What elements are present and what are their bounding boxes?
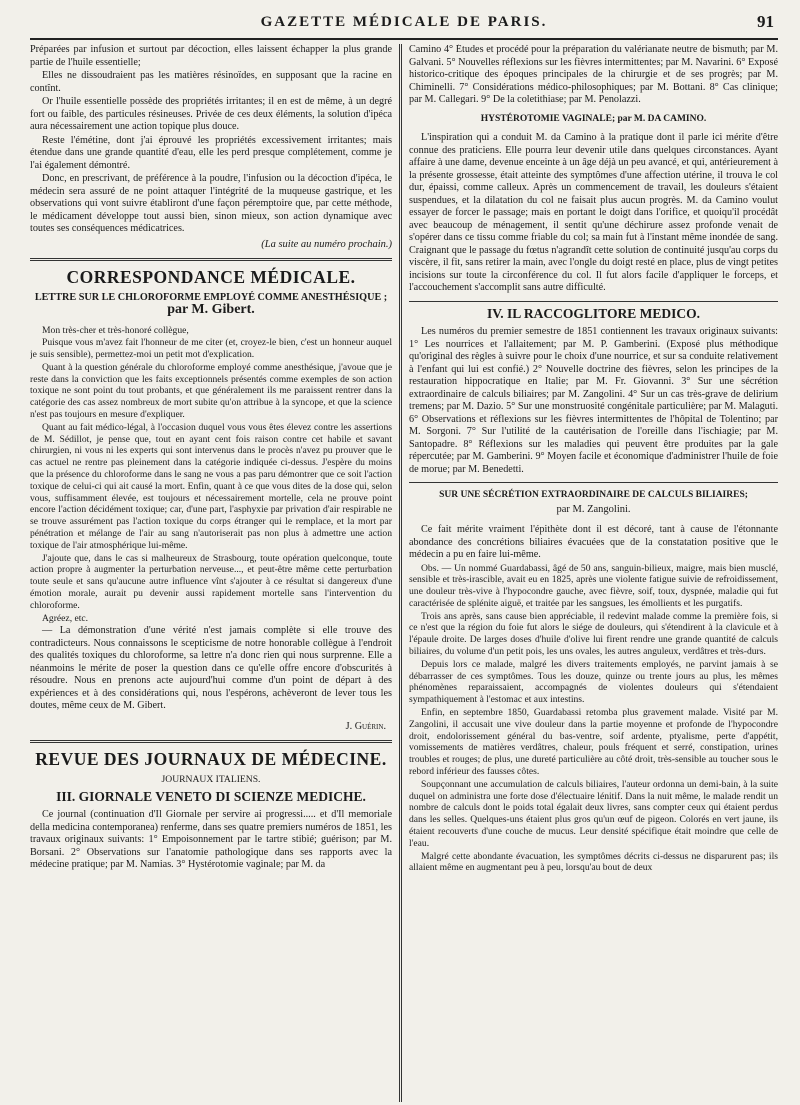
left-column <box>30 44 392 1099</box>
journal-title-raccoglitore: IV. IL RACCOGLITORE MEDICO. <box>487 305 700 321</box>
closing: Agréez, etc. <box>42 612 89 624</box>
paragraph: Quant au fait médico-légal, à l'occasion duquel vous vous êtes élevez contre les assertions de M. Sédillot, je pense que, tout en ayant cent fois raison contre cet habile et savant chirurgien, ni vous ni les experts qui sont intervenus dans le procès n'avez pu prouver que le cas actuel ne rentre pas pleinement dans la catégorie indiquée ci-dessus. J'espère du moins que la présence du chloroforme dans le sang ne vous a pas paru démontrer que ce soit l'action toxique de celui-ci qui ait causé la mort. Enfin, quant à ce que vous dites de la dose qui, selon vous, suffisamment élevée, est toujours et nécessairement mortelle, cela ne prouve point encore l'action décidément toxique; car, d'une part, l'asphyxie par privation d'air respirable ne se trouve assurément pas l'action toxique du corps étranger qui le remplace, et la mort par pénétration et mélange de l'air au sang n'autoriserait pas non plus à admettre une action toxique de l'air atmosphérique lui-même. <box>30 421 392 551</box>
right-column <box>409 44 778 1099</box>
paragraph: Préparées par infusion et surtout par décoction, elles laissent échapper la plus grande partie de l'huile essentielle; <box>30 44 392 68</box>
letter-byline: par M. Gibert. <box>167 302 255 317</box>
masthead-title: GAZETTE MÉDICALE DE PARIS. <box>260 14 548 30</box>
paragraph: Reste l'émétine, dont j'ai éprouvé les propriétés excessivement irritantes; mais étendue dans une grande quantité d'eau, elle les perd presque complétement, comme je l'ai également démontré. <box>30 134 392 171</box>
page-header <box>30 12 778 40</box>
page-number: 91 <box>757 12 774 31</box>
column-divider <box>399 44 402 1102</box>
paragraph: Puisque vous m'avez fait l'honneur de me citer (et, croyez-le bien, c'est un honneur auquel je suis sensible), permettez-moi un petit mot d'explication. <box>30 337 392 361</box>
paragraph: Or l'huile essentielle possède des propriétés irritantes; il en est de même, à un degré fort ou faible, des particules résineuses. Privée de ces deux éléments, la solution d'ipéca aura nécessairement une action topique plus douce. <box>30 96 392 132</box>
paragraph: J'ajoute que, dans le cas si malheureux de Strasbourg, toute opération quelconque, toute action propre à augmenter la perturbation nerveuse..., et peut-être même cette perturbation toute seule et sans qu'aucune autre influence vînt s'ajouter à ce résultat si dangereux d'une émotion morale, aurait pu devenir aussi rapidement mortelle sans l'intervention du chloroforme. <box>30 552 392 611</box>
salutation: Mon très-cher et très-honoré collègue, <box>42 324 189 336</box>
paragraph: Obs. — Un nommé Guardabassi, âgé de 50 ans, sanguin-bilieux, maigre, mais bien musclé, sensible et très-irascible, avait eu en 1825, après une violente fatigue suivie de refroidissement, une douleur très-vive à l'hypocondre gauche, avec fièvre, soif, toux, dyspnée, maladie qui fut caractérisée de splénite aiguë, et traitée par les sangsues, les émollients et les purgatifs. <box>409 562 778 609</box>
paragraph: — La démonstration d'une vérité n'est jamais complète si elle trouve des contradicteurs. Nous connaissons le scepticisme de notre honorable collègue à l'endroit des qualités toxiques du chloroforme, sa lettre n'a donc rien qui nous surprenne. Elle a néanmoins le mérite de poser la question dans ce qu'elle offre encore d'obscurités à résoudre. Nous en prenons acte aujourd'hui comme d'un point de départ à des expériences et à des considérations qui, nous l'espérons, achèveront de lever tous les doutes, même ceux de M. Gibert. <box>30 625 392 712</box>
signature: J. Guérin. <box>345 720 386 732</box>
section-rule <box>30 258 392 261</box>
paragraph: Quant à la question générale du chloroforme employé comme anesthésique, j'avoue que je reste dans la conviction que les faits exceptionnels présentés comme exemples de son action toxique ne sont point du tout probants, et que généralement ils me paraissent rentrer dans la catégorie des cas assez nombreux de mort subite qu'on attribue à la syncope, et que la science n'est pas toujours en mesure d'expliquer. <box>30 361 392 421</box>
section-title-correspondance: CORRESPONDANCE MÉDICALE. <box>66 267 356 287</box>
paragraph: L'inspiration qui a conduit M. da Camino à la pratique dont il parle ici mérite d'être connue des praticiens. Elle pourra leur devenir utile dans quelques circonstances. Ayant affaire à une dame, devenue enceinte à un âge déjà un peu avancé, et qui, antérieurement à la présente grossesse, était atteinte des symptômes d'une affection utérine, il trouva le col dur, épaissi, comme calleux. Après un commencement de travail, les douleurs s'étaient suspendues, et la dilatation du col ne faisait plus aucun progrès. M. da Camino voulut essayer de forcer le passage; mais en portant le doigt dans l'orifice, et quoiqu'il procédât avec beaucoup de ménagement, il sentit qu'une déchirure assez profonde venait de s'opérer dans ce tissu comme friable du col; sa main fut à l'instant même inondée de sang. Craignant que le passage du fœtus n'agrandît cette solution de continuité jusqu'au corps du viscère, il fit, sans retirer la main, avec l'ongle du doigt resté en place, plus de vingt petites incisions sur toute la circonférence du col. Il fut alors facile d'appliquer le forceps, et l'accouchement s'accomplit sans autre difficulté. <box>409 132 778 293</box>
paragraph: Ce fait mérite vraiment l'épithète dont il est décoré, tant à cause de l'étonnante abondance des concrétions biliaires évacuées que de la constatation positive que le médecin a pu en faire lui-même. <box>409 524 778 560</box>
article-head-hysterotomie: HYSTÉROTOMIE VAGINALE; par M. DA CAMINO. <box>480 113 707 124</box>
article-head-secretion: SUR UNE SÉCRÉTION EXTRAORDINAIRE DE CALCULS BILIAIRES; <box>439 490 748 500</box>
paragraph: Donc, en prescrivant, de préférence à la poudre, l'infusion ou la décoction d'ipéca, le médecin sera assuré de ne point attaquer l'intégrité de la muqueuse gastrique, et les observations qui vont suivre établiront d'une façon péremptoire que, par cette méthode, le médicament développe tout aussi bien, sinon mieux, son action dynamique avec toutes ses conséquences médicatrices. <box>30 173 392 234</box>
continued-note: (La suite au numéro prochain.) <box>261 238 392 250</box>
paragraph: Camino 4° Études et procédé pour la préparation du valérianate neutre de bismuth; par M. Galvani. 5° Nouvelles réflexions sur les fièvres intermittentes; par M. Navarini. 6° Exposé historico-critique des époques principales de la chirurgie et de ses progrès; par M. Chiminelli. 7° Considérations médico-philosophiques; par M. Bottani. 8° Cas clinique; par M. Callegari. 9° De la coletithiase; par M. Penolazzi. <box>409 44 778 105</box>
paragraph: Soupçonnant une accumulation de calculs biliaires, l'auteur ordonna un demi-bain, à la suite duquel on administra une forte dose d'électuaire lénitif. Dans la nuit même, le malade rendit un nombre de calculs dont le poids total égalait deux livres, sans compter ceux qui étaient perdus dans les selles. Quelques-uns étaient plus gros qu'un œuf de pigeon. Colorés en vert jaune, ils étaient recouverts d'une couche de mucus. Leur densité spécifique était moindre que celle de l'eau. <box>409 778 778 849</box>
paragraph: Les numéros du premier semestre de 1851 contiennent les travaux originaux suivants: 1° Les nourrices et l'allaitement; par M. P. Gamberini. (Exposé plus méthodique qu'original des règles à suivre pour le choix d'une nourrice, et sur sa conduite relativement à l'enfant qui lui est confié.) 2° Nouvelle doctrine des fièvres, selon les principes de la restauration hippocratique en Italie; par M. Fr. Giovanni. 3° Sur une sécrétion extraordinaire de calculs biliaires; par M. Zangolini. 4° Sur un cas très-grave de delirium tremens; par M. Dazio. 5° Sur une monstruosité congénitale particulière; par M. Malaguti. 6° Observations et réflexions sur les fièvres intermittentes de l'hôpital de Tolentino; par M. Sorgoni. 7° Sur l'utilité de la cautérisation de l'oreille dans l'ischiagie; par M. Santopadre. 8° Réflexions sur les maladies qui peuvent être produites par la gale répercutée; par M. Gamberini. 9° Moyen facile et économique d'administrer l'huile de foie de morue; par M. Benedetti. <box>409 326 778 475</box>
paragraph: Enfin, en septembre 1850, Guardabassi retomba plus gravement malade. Visité par M. Zangolini, il accusait une vive douleur dans la partie moyenne et profonde de l'hypocondre droit, endolorissement général du bas-ventre, soif ardente, ptyalisme, perte d'appétit, vomissements de matières verdâtres, chaleur, pouls fréquent et serré, constipation, urines troubles et rouges; de plus, une dureté particulière au côté droit, très-sensible au toucher sous le rebord inférieur des fausses côtes. <box>409 707 778 778</box>
section-title-revue: REVUE DES JOURNAUX DE MÉDECINE. <box>35 749 387 770</box>
paragraph: Elles ne dissoudraient pas les matières résinoïdes, en supposant que la racine en contînt. <box>30 70 392 94</box>
paragraph: Trois ans après, sans cause bien appréciable, il redevint malade comme la première fois, si ce n'est que la région du foie fut alors le siége de douleurs, qui s'étendirent à la clavicule et à l'épaule droite. De larges doses d'huile d'olive lui firent rendre une grande quantité de calculs biliaires, du volume d'un petit pois, les uns ovales, les autres anguleux, verdâtres et très-durs. <box>409 610 778 658</box>
section-rule <box>30 740 392 743</box>
paragraph: Ce journal (continuation d'Il Giornale per servire ai progressi..... et d'Il memoriale della medicina contemporanea) renferme, dans ses quatre premiers numéros de 1851, les travaux originaux suivants: 1° Empoisonnement par le tartre stibié; guérison; par M. Borsani. 2° Observations sur l'anatomie pathologique dans ses rapports avec la médecine pratique; par M. Namias. 3° Hystérotomie vaginale; par M. da <box>30 809 392 871</box>
letter-title: LETTRE SUR LE CHLOROFORME EMPLOYÉ COMME ANESTHÉSIQUE ; <box>34 291 388 303</box>
section-rule <box>409 482 778 483</box>
article-byline-secretion: par M. Zangolini. <box>556 503 631 515</box>
paragraph: Malgré cette abondante évacuation, les symptômes décrits ci-dessus ne disparurent pas; ils allaient même en augmentant peu à peu, lorsqu'au bout de deux <box>409 850 778 874</box>
journal-title-giornale: III. GIORNALE VENETO DI SCIENZE MEDICHE. <box>56 788 366 804</box>
paragraph: Depuis lors ce malade, malgré les divers traitements employés, ne parvint jamais à se débarrasser de ces symptômes. Tous les douze, quinze ou trente jours au plus, les mêmes phénomènes reparaissaient, accompagnés de violentes douleurs qui s'étendaient sympathiquement à l'estomac et aux intestins. <box>409 658 778 706</box>
section-rule <box>409 301 778 302</box>
journaux-italiens: JOURNAUX ITALIENS. <box>161 773 261 785</box>
